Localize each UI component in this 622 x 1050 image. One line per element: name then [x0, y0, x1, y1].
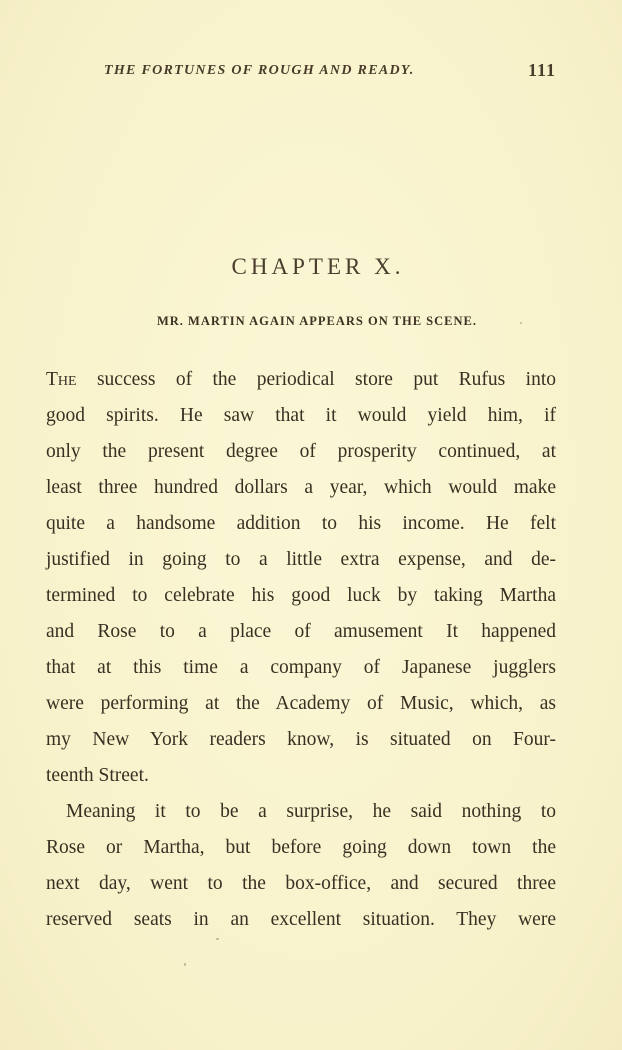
text-line: were performing at the Academy of Music, which, as: [46, 693, 556, 714]
text-line: and Rose to a place of amusement It happened: [46, 621, 556, 642]
text-line: only the present degree of prosperity continued, at: [46, 441, 556, 462]
text-line: my New York readers know, is situated on Four-: [46, 729, 556, 750]
text-line-rest: success of the periodical store put Rufus into: [76, 369, 556, 390]
body-text: [46, 362, 556, 938]
running-head-title: THE FORTUNES OF ROUGH AND READY.: [104, 63, 415, 78]
text-line: termined to celebrate his good luck by taking Martha: [46, 585, 556, 606]
text-line: reserved seats in an excellent situation. They were: [46, 909, 556, 930]
running-head: [104, 60, 556, 86]
paper-speck: [184, 963, 186, 966]
text-line: justified in going to a little extra expense, and de-: [46, 549, 556, 570]
chapter-subtitle: MR. MARTIN AGAIN APPEARS ON THE SCENE.: [156, 314, 477, 328]
paper-speck: [216, 938, 219, 940]
text-line: good spirits. He saw that it would yield him, if: [46, 405, 556, 426]
text-line: next day, went to the box-office, and secured three: [46, 873, 556, 894]
text-line: least three hundred dollars a year, which would make: [46, 477, 556, 498]
text-line: quite a handsome addition to his income. He felt: [46, 513, 556, 534]
text-line: that at this time a company of Japanese jugglers: [46, 657, 556, 678]
chapter-heading: CHAPTER X.: [231, 254, 405, 279]
text-line: Rose or Martha, but before going down town the: [46, 837, 556, 858]
drop-lead-word: The: [46, 369, 77, 390]
text-line: [46, 362, 556, 398]
paper-speck: [520, 322, 522, 324]
page-number: 111: [527, 60, 556, 80]
text-line: teenth Street.: [46, 765, 149, 786]
text-line: Meaning it to be a surprise, he said nothing to: [66, 801, 556, 822]
